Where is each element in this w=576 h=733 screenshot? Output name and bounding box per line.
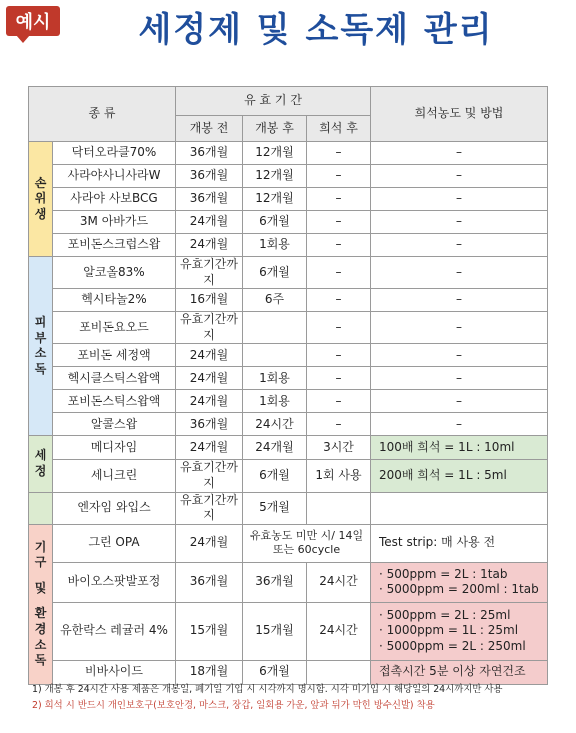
after-open-value: 5개월	[243, 492, 307, 524]
footnote-1: 1) 개봉 후 24시간 사용 제품은 개봉일, 폐기일 기입 시 시각까지 명시함. 시각 미기입 시 해당일의 24시까지만 사용	[32, 684, 503, 695]
category-char: 생	[34, 206, 47, 221]
product-name: 메디자임	[53, 436, 176, 460]
category-cleaning-filler	[29, 492, 53, 524]
after-dilute-value: –	[307, 257, 371, 289]
after-dilute-value: –	[307, 367, 371, 390]
after-open-value: 24시간	[243, 413, 307, 436]
header-method: 희석농도 및 방법	[371, 87, 548, 142]
table-row	[29, 165, 548, 188]
after-dilute-value: 24시간	[307, 602, 371, 660]
category-instrument-environment	[29, 524, 53, 684]
after-dilute-value: –	[307, 344, 371, 367]
category-char: 독	[34, 653, 47, 668]
category-char: 및	[34, 580, 47, 595]
method-value: 100배 희석 = 1L : 10ml	[371, 436, 548, 460]
after-dilute-value: –	[307, 188, 371, 211]
table-row	[29, 492, 548, 524]
after-open-value: 6개월	[243, 257, 307, 289]
after-dilute-value: –	[307, 234, 371, 257]
method-value: –	[371, 165, 548, 188]
after-dilute-value: –	[307, 165, 371, 188]
method-line: · 500ppm = 2L : 1tab	[379, 566, 508, 581]
disinfectant-table	[28, 86, 548, 685]
method-value: Test strip: 매 사용 전	[371, 524, 548, 562]
example-badge	[6, 6, 60, 36]
category-char: 부	[34, 330, 47, 345]
category-char: 세	[34, 448, 47, 463]
header-before-open: 개봉 전	[176, 116, 243, 142]
product-name: 포비돈스크럽스왑	[53, 234, 176, 257]
method-value: 200배 희석 = 1L : 5ml	[371, 460, 548, 492]
method-value: –	[371, 211, 548, 234]
product-name: 알코올83%	[53, 257, 176, 289]
product-name: 포비돈요오드	[53, 312, 176, 344]
before-open-value: 24개월	[176, 367, 243, 390]
method-value: –	[371, 257, 548, 289]
after-open-value: 1회용	[243, 234, 307, 257]
after-open-value	[243, 312, 307, 344]
table-row	[29, 289, 548, 312]
after-open-value: 6개월	[243, 660, 307, 684]
product-name: 포비돈 세정액	[53, 344, 176, 367]
after-open-value: 6주	[243, 289, 307, 312]
category-char: 기	[34, 539, 47, 554]
before-open-value: 24개월	[176, 436, 243, 460]
category-char: 피	[34, 315, 47, 329]
table-row	[29, 602, 548, 660]
after-open-value: 12개월	[243, 142, 307, 165]
before-open-value: 16개월	[176, 289, 243, 312]
after-open-value: 36개월	[243, 562, 307, 602]
table-row	[29, 234, 548, 257]
product-name: 세니크린	[53, 460, 176, 492]
footnote-2: 2) 희석 시 반드시 개인보호구(보호안경, 마스크, 장갑, 일회용 가운, 앞과 뒤가 막힌 방수신발) 착용	[32, 699, 435, 711]
table-row	[29, 211, 548, 234]
after-open-value: 24개월	[243, 436, 307, 460]
before-open-value: 36개월	[176, 165, 243, 188]
category-hand-hygiene	[29, 142, 53, 257]
before-open-value: 유효기간까지	[176, 460, 243, 492]
product-name: 알콜스왑	[53, 413, 176, 436]
category-char: 소	[34, 346, 47, 361]
product-name: 닥터오라클70%	[53, 142, 176, 165]
method-line: · 1000ppm = 1L : 25ml	[379, 623, 519, 638]
method-value	[371, 562, 548, 602]
before-open-value: 18개월	[176, 660, 243, 684]
category-spacer	[31, 571, 50, 581]
after-open-value: 15개월	[243, 602, 307, 660]
header-after-dilute: 희석 후	[307, 116, 371, 142]
category-char: 경	[34, 622, 47, 637]
product-name: 그린 OPA	[53, 524, 176, 562]
product-name: 3M 아바가드	[53, 211, 176, 234]
after-dilute-value: –	[307, 289, 371, 312]
method-value: –	[371, 413, 548, 436]
table-row	[29, 142, 548, 165]
method-value: –	[371, 142, 548, 165]
after-dilute-value	[307, 660, 371, 684]
before-open-value: 유효기간까지	[176, 257, 243, 289]
before-open-value: 24개월	[176, 344, 243, 367]
method-value: 접촉시간 5분 이상 자연건조	[371, 660, 548, 684]
after-open-value	[243, 344, 307, 367]
after-open-value: 6개월	[243, 211, 307, 234]
category-char: 정	[34, 463, 47, 478]
category-char: 위	[34, 191, 47, 206]
method-value: –	[371, 234, 548, 257]
after-dilute-value: –	[307, 312, 371, 344]
category-cleaning	[29, 436, 53, 492]
table-row	[29, 390, 548, 413]
method-value: –	[371, 390, 548, 413]
before-open-value: 24개월	[176, 211, 243, 234]
before-open-value: 유효기간까지	[176, 312, 243, 344]
category-char: 환	[34, 606, 47, 621]
product-name: 헥시클스틱스왑액	[53, 367, 176, 390]
table-row	[29, 460, 548, 492]
before-open-value: 15개월	[176, 602, 243, 660]
table-row	[29, 413, 548, 436]
product-name: 유한락스 레귤러 4%	[53, 602, 176, 660]
product-name: 바이오스팟발포정	[53, 562, 176, 602]
after-dilute-value: –	[307, 142, 371, 165]
method-line: · 5000ppm = 200ml : 1tab	[379, 582, 539, 597]
before-open-value: 36개월	[176, 188, 243, 211]
after-dilute-value: –	[307, 211, 371, 234]
table-row	[29, 660, 548, 684]
method-value	[371, 492, 548, 524]
badge-label: 예시	[15, 12, 51, 33]
header-type: 종 류	[29, 87, 176, 142]
product-name: 사라야 사보BCG	[53, 188, 176, 211]
after-open-value: 6개월	[243, 460, 307, 492]
category-char: 독	[34, 361, 47, 376]
table-row	[29, 344, 548, 367]
product-name: 비바사이드	[53, 660, 176, 684]
after-open-value: 1회용	[243, 390, 307, 413]
category-char: 소	[34, 637, 47, 652]
method-value: –	[371, 289, 548, 312]
table-row	[29, 524, 548, 562]
product-name: 헥시타놀2%	[53, 289, 176, 312]
method-value: –	[371, 312, 548, 344]
method-line: · 5000ppm = 2L : 250ml	[379, 639, 526, 654]
category-char: 손	[34, 175, 47, 190]
method-value: –	[371, 344, 548, 367]
after-dilute-value: –	[307, 390, 371, 413]
product-name: 포비돈스틱스왑액	[53, 390, 176, 413]
before-open-value: 36개월	[176, 413, 243, 436]
page-title: 세정제 및 소독제 관리	[138, 9, 494, 50]
method-value: –	[371, 188, 548, 211]
footnotes	[32, 682, 552, 714]
header-after-open: 개봉 후	[243, 116, 307, 142]
before-open-value: 24개월	[176, 524, 243, 562]
product-name: 엔자임 와입스	[53, 492, 176, 524]
after-dilute-value: 3시간	[307, 436, 371, 460]
after-open-value: 12개월	[243, 188, 307, 211]
before-open-value: 24개월	[176, 234, 243, 257]
after-dilute-value	[307, 492, 371, 524]
method-value	[371, 602, 548, 660]
before-open-value: 36개월	[176, 142, 243, 165]
category-skin-disinfection	[29, 257, 53, 436]
before-open-value: 24개월	[176, 390, 243, 413]
method-line: · 500ppm = 2L : 25ml	[379, 607, 511, 622]
table-row	[29, 367, 548, 390]
after-dilute-value: 24시간	[307, 562, 371, 602]
after-open-value: 1회용	[243, 367, 307, 390]
category-spacer	[31, 596, 50, 606]
before-open-value: 36개월	[176, 562, 243, 602]
after-open-value: 12개월	[243, 165, 307, 188]
table-row	[29, 188, 548, 211]
table-row	[29, 562, 548, 602]
method-value: –	[371, 367, 548, 390]
category-char: 구	[34, 555, 47, 570]
table-row	[29, 257, 548, 289]
after-open-value: 유효농도 미만 시/ 14일 또는 60cycle	[243, 524, 371, 562]
header-row-1	[29, 87, 548, 116]
table-row	[29, 436, 548, 460]
header-validity: 유 효 기 간	[176, 87, 371, 116]
table-row	[29, 312, 548, 344]
after-dilute-value: 1회 사용	[307, 460, 371, 492]
product-name: 사라야사니사라W	[53, 165, 176, 188]
before-open-value: 유효기간까지	[176, 492, 243, 524]
after-dilute-value: –	[307, 413, 371, 436]
